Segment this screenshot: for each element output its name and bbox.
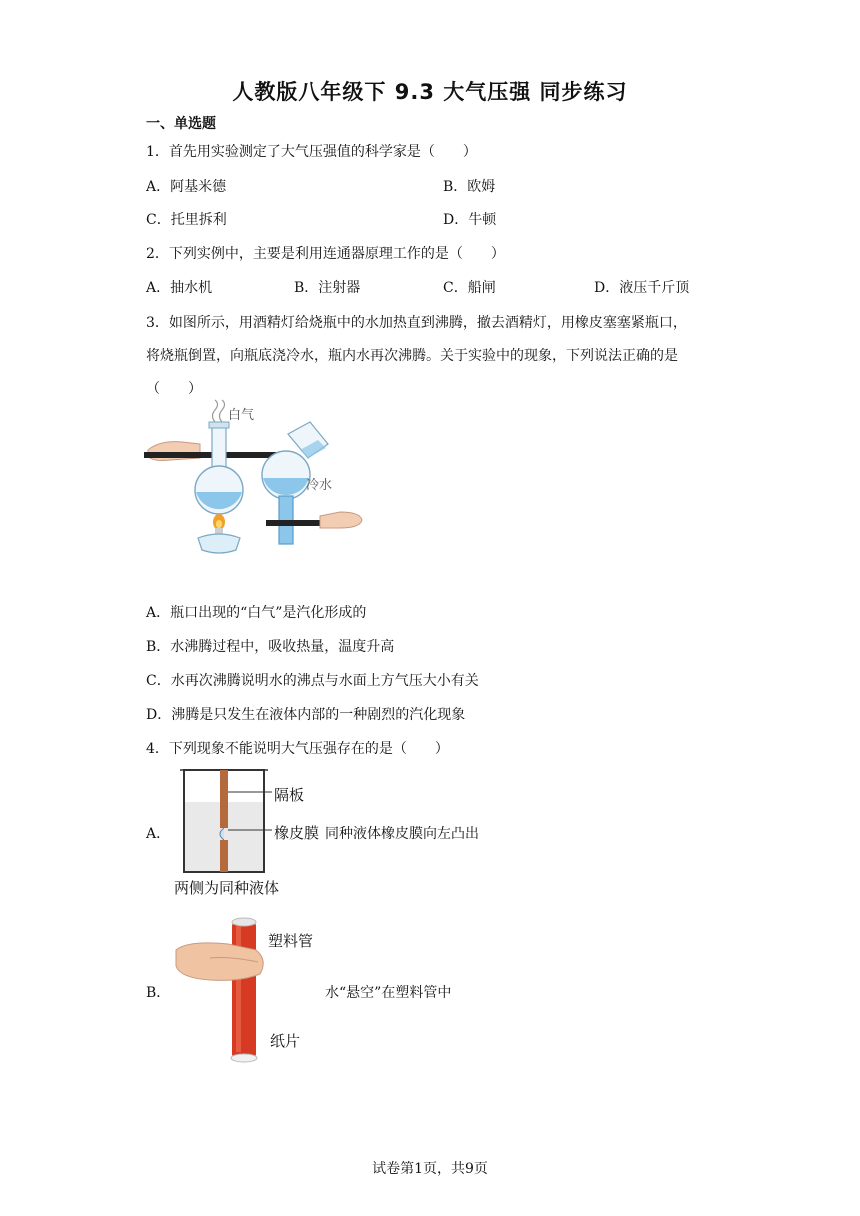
question-2-stem: 2．下列实例中，主要是利用连通器原理工作的是（ ）	[146, 246, 505, 262]
membrane-label: 橡皮膜	[274, 824, 320, 842]
q2-option-b: B．注射器	[294, 280, 361, 296]
q1-option-c: C．托里拆利	[146, 212, 227, 228]
q2-option-d: D．液压千斤顶	[594, 280, 690, 296]
q4-option-b-text: 水“悬空”在塑料管中	[325, 985, 452, 1001]
same-liquid-caption: 两侧为同种液体	[174, 879, 280, 897]
partition-label: 隔板	[274, 786, 305, 804]
question-4-stem: 4．下列现象不能说明大气压强存在的是（ ）	[146, 741, 449, 757]
partition-container-figure	[180, 766, 270, 876]
paper-label: 纸片	[270, 1032, 301, 1050]
q1-option-b: B．欧姆	[443, 179, 496, 195]
question-3-stem-line-1: 3．如图所示，用酒精灯给烧瓶中的水加热直到沸腾，撤去酒精灯，用橡皮塞塞紧瓶口，	[146, 315, 687, 331]
question-3-stem-line-3: （ ）	[146, 381, 202, 397]
page-title: 人教版八年级下 9.3 大气压强 同步练习	[232, 80, 628, 104]
q4-option-a-text: 同种液体橡皮膜向左凸出	[325, 826, 479, 842]
q3-option-d: D．沸腾是只发生在液体内部的一种剧烈的汽化现象	[146, 707, 466, 723]
page-footer: 试卷第1页，共9页	[372, 1161, 488, 1177]
steam-label: 白气	[228, 408, 255, 423]
q3-option-c: C．水再次沸腾说明水的沸点与水面上方气压大小有关	[146, 673, 479, 689]
plastic-tube-label: 塑料管	[268, 932, 314, 950]
q3-option-a: A．瓶口出现的“白气”是汽化形成的	[146, 605, 367, 621]
q2-option-a: A．抽水机	[146, 280, 213, 296]
question-1-stem: 1．首先用实验测定了大气压强值的科学家是（ ）	[146, 144, 477, 160]
cold-water-label: 冷水	[306, 478, 333, 493]
q1-option-d: D．牛顿	[443, 212, 497, 228]
q4-option-a-letter: A．	[146, 826, 171, 842]
q3-option-b: B．水沸腾过程中，吸收热量，温度升高	[146, 639, 395, 655]
section-heading: 一、单选题	[146, 116, 216, 132]
boiling-flask-figure	[140, 400, 380, 560]
q1-option-a: A．阿基米德	[146, 179, 227, 195]
q4-option-b-letter: B．	[146, 985, 171, 1001]
q2-option-c: C．船闸	[443, 280, 496, 296]
plastic-tube-figure	[170, 916, 280, 1066]
question-3-stem-line-2: 将烧瓶倒置，向瓶底浇冷水，瓶内水再次沸腾。关于实验中的现象，下列说法正确的是	[146, 348, 678, 364]
